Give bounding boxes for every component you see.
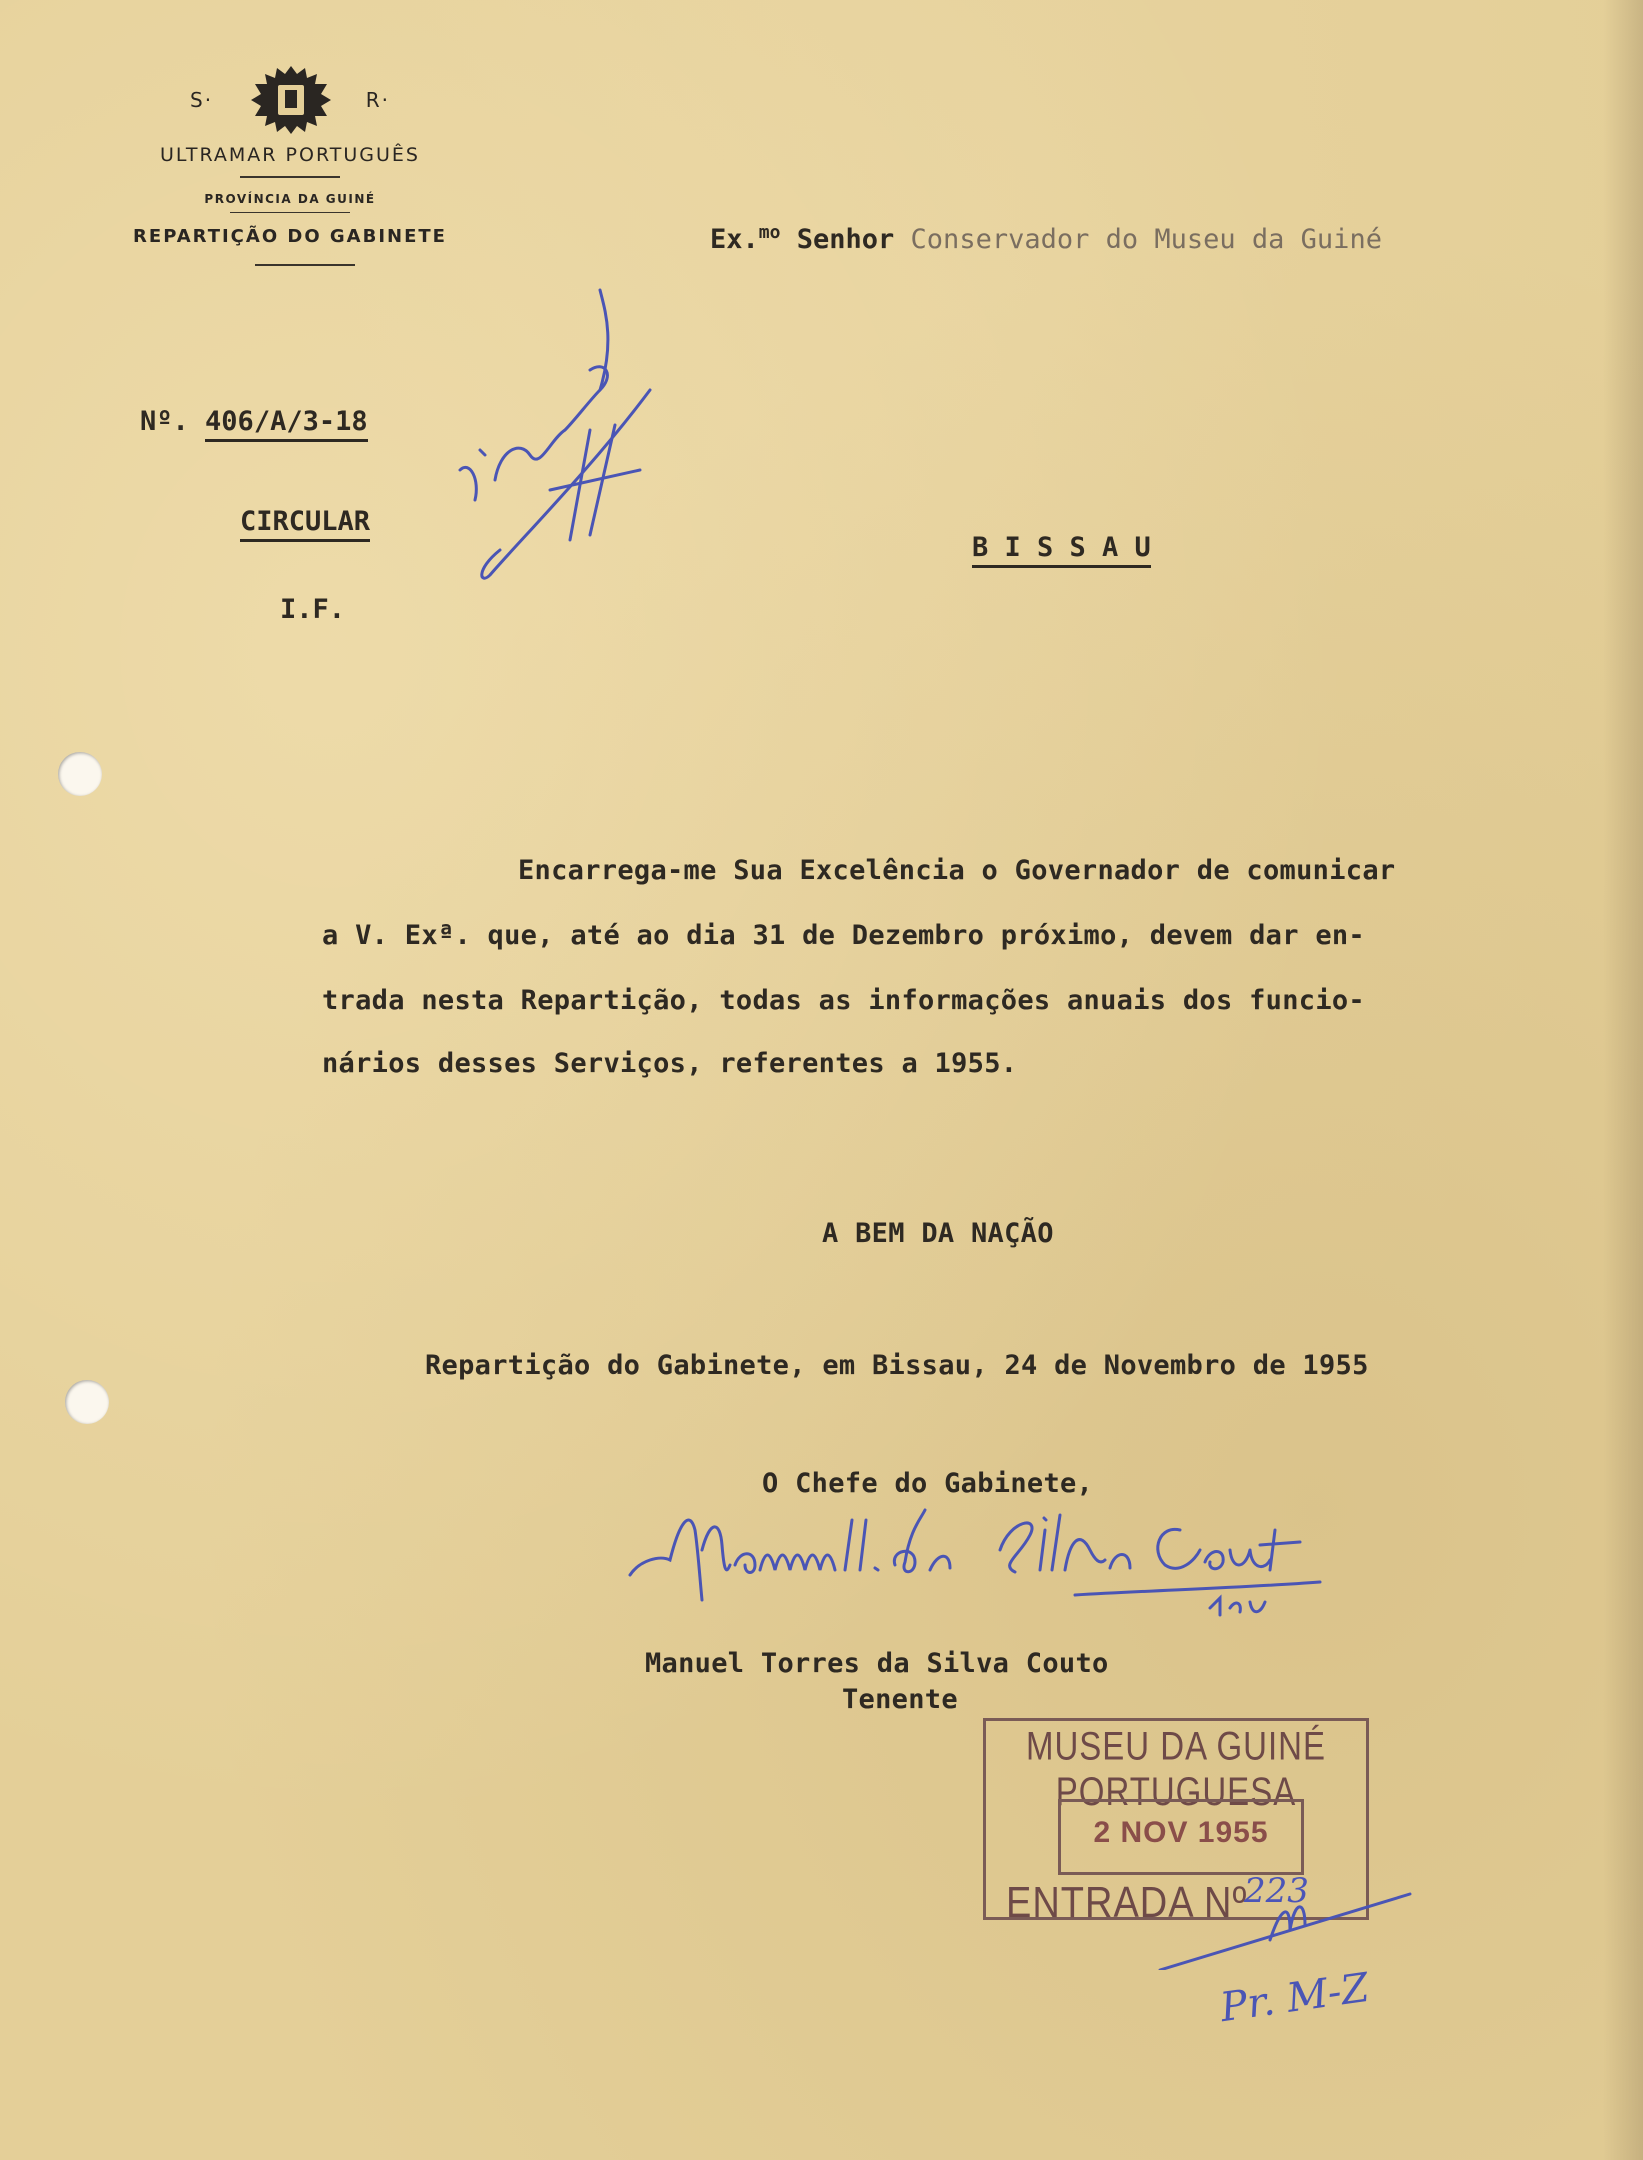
stamp-handwritten-strokes	[1150, 1880, 1420, 1970]
stamp-entrada-label: ENTRADA Nº	[1006, 1879, 1248, 1928]
stamp-date-box	[1058, 1799, 1304, 1875]
body-line-2: a V. Exª. que, até ao dia 31 de Dezembro próximo, devem dar en-	[322, 920, 1365, 951]
reference-code	[280, 594, 345, 625]
letterhead-divider-2	[230, 212, 350, 213]
signatory-name: Manuel Torres da Silva Couto	[645, 1648, 1109, 1679]
addressee-prefix-sup: mo	[758, 222, 781, 243]
body-line-3: trada nesta Repartição, todas as informações anuais dos funcio-	[322, 985, 1365, 1016]
signatory-role: O Chefe do Gabinete,	[762, 1468, 1094, 1499]
archive-code-annotation: Pr. M-Z	[1217, 1964, 1372, 2032]
closing: A BEM DA NAÇÃO	[822, 1218, 1054, 1249]
paper-edge-shadow	[1603, 0, 1643, 2160]
punch-hole-top	[58, 752, 102, 796]
stamp-entrada-number: 223	[1244, 1871, 1309, 1911]
reference-type-text: CIRCULAR	[240, 506, 370, 542]
punch-hole-bottom	[65, 1380, 109, 1424]
letterhead-province: PROVÍNCIA DA GUINÉ	[204, 192, 376, 206]
handwritten-signature	[620, 1490, 1340, 1620]
letterhead-title: ULTRAMAR PORTUGUÊS	[160, 144, 420, 166]
addressee-salutation: Senhor	[796, 224, 895, 255]
letterhead-r: R·	[365, 88, 390, 112]
place-date: Repartição do Gabinete, em Bissau, 24 de Novembro de 1955	[425, 1350, 1369, 1381]
addressee-prefix: Ex.	[710, 224, 759, 255]
letterhead-divider-1	[240, 176, 340, 178]
body-line-4: nários desses Serviços, referentes a 1955.	[322, 1048, 1018, 1079]
city-text: B I S S A U	[972, 532, 1151, 568]
letterhead-department: REPARTIÇÃO DO GABINETE	[133, 226, 447, 247]
reference-number-label: Nº.	[140, 406, 189, 437]
reference-type	[240, 506, 370, 537]
city	[972, 532, 1151, 563]
reference-number-line	[140, 406, 368, 437]
addressee-recipient: Conservador do Museu da Guiné	[910, 224, 1382, 255]
coat-of-arms-emblem	[245, 62, 337, 138]
stamp-date: 2 NOV 1955	[1093, 1816, 1269, 1849]
letterhead-s: S·	[190, 88, 214, 112]
addressee-line	[710, 222, 1382, 255]
reference-number-value: 406/A/3-18	[205, 406, 368, 442]
reference-code-text: I.F.	[280, 594, 346, 625]
letterhead-divider-3	[255, 264, 355, 266]
body-line-1: Encarrega-me Sua Excelência o Governador de comunicar	[518, 855, 1396, 886]
signatory-rank: Tenente	[842, 1684, 958, 1715]
stamp-title: MUSEU DA GUINÉ PORTUGUESA	[1025, 1723, 1327, 1814]
handwritten-initials	[440, 280, 680, 590]
